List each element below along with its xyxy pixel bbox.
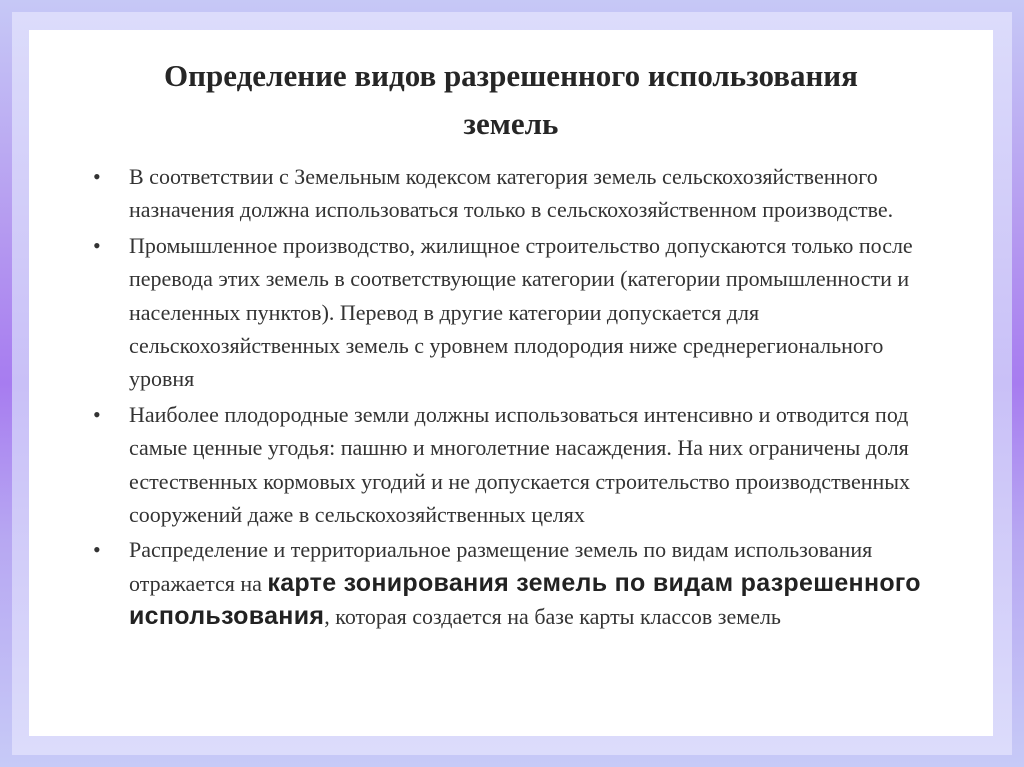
bullet-item-4 bbox=[29, 533, 993, 633]
slide-content bbox=[29, 30, 993, 736]
bullet-item-2 bbox=[29, 229, 993, 396]
bullet-dot-icon: • bbox=[93, 164, 101, 189]
bullet-text-1: В соответствии с Земельным кодексом категория земель сельскохозяйственного назначения должна использоваться только в сельскохозяйственном производстве. bbox=[129, 164, 894, 223]
slide-frame bbox=[12, 12, 1012, 755]
bullet-text-4-after: , которая создается на базе карты классов земель bbox=[324, 604, 781, 630]
bullet-text-4-before: Распределение и территориальное размещение земель по видам использования отражается на bbox=[129, 537, 873, 596]
bullet-dot-icon: • bbox=[93, 401, 101, 427]
bullet-dot-icon: • bbox=[93, 537, 101, 563]
slide-title bbox=[29, 52, 993, 148]
slide-title-line-2: земель bbox=[463, 106, 559, 141]
slide-title-line-1: Определение видов разрешенного использования bbox=[164, 58, 858, 93]
bullet-list bbox=[29, 160, 993, 636]
bullet-item-3 bbox=[29, 398, 993, 532]
bullet-dot-icon: • bbox=[93, 232, 101, 258]
bullet-text-2: Промышленное производство, жилищное строительство допускаются только после перевода этих земель в соответствующие категории (категории промышленности и населенных пунктов). Перевод в другие категории допускается для сельскохозяйственных земель с уровнем плодородия ниже среднерегионального уровня bbox=[129, 232, 913, 392]
bullet-item-1 bbox=[29, 160, 993, 227]
bullet-text-4-emphasis: карте зонирования земель по видам разрешенного использования bbox=[129, 568, 921, 631]
bullet-text-3: Наиболее плодородные земли должны использоваться интенсивно и отводится под самые ценные угодья: пашню и многолетние насаждения. На них ограничены доля естественных кормовых угодий и не допускается строительство производственных сооружений даже в сельскохозяйственных целях bbox=[129, 401, 911, 528]
